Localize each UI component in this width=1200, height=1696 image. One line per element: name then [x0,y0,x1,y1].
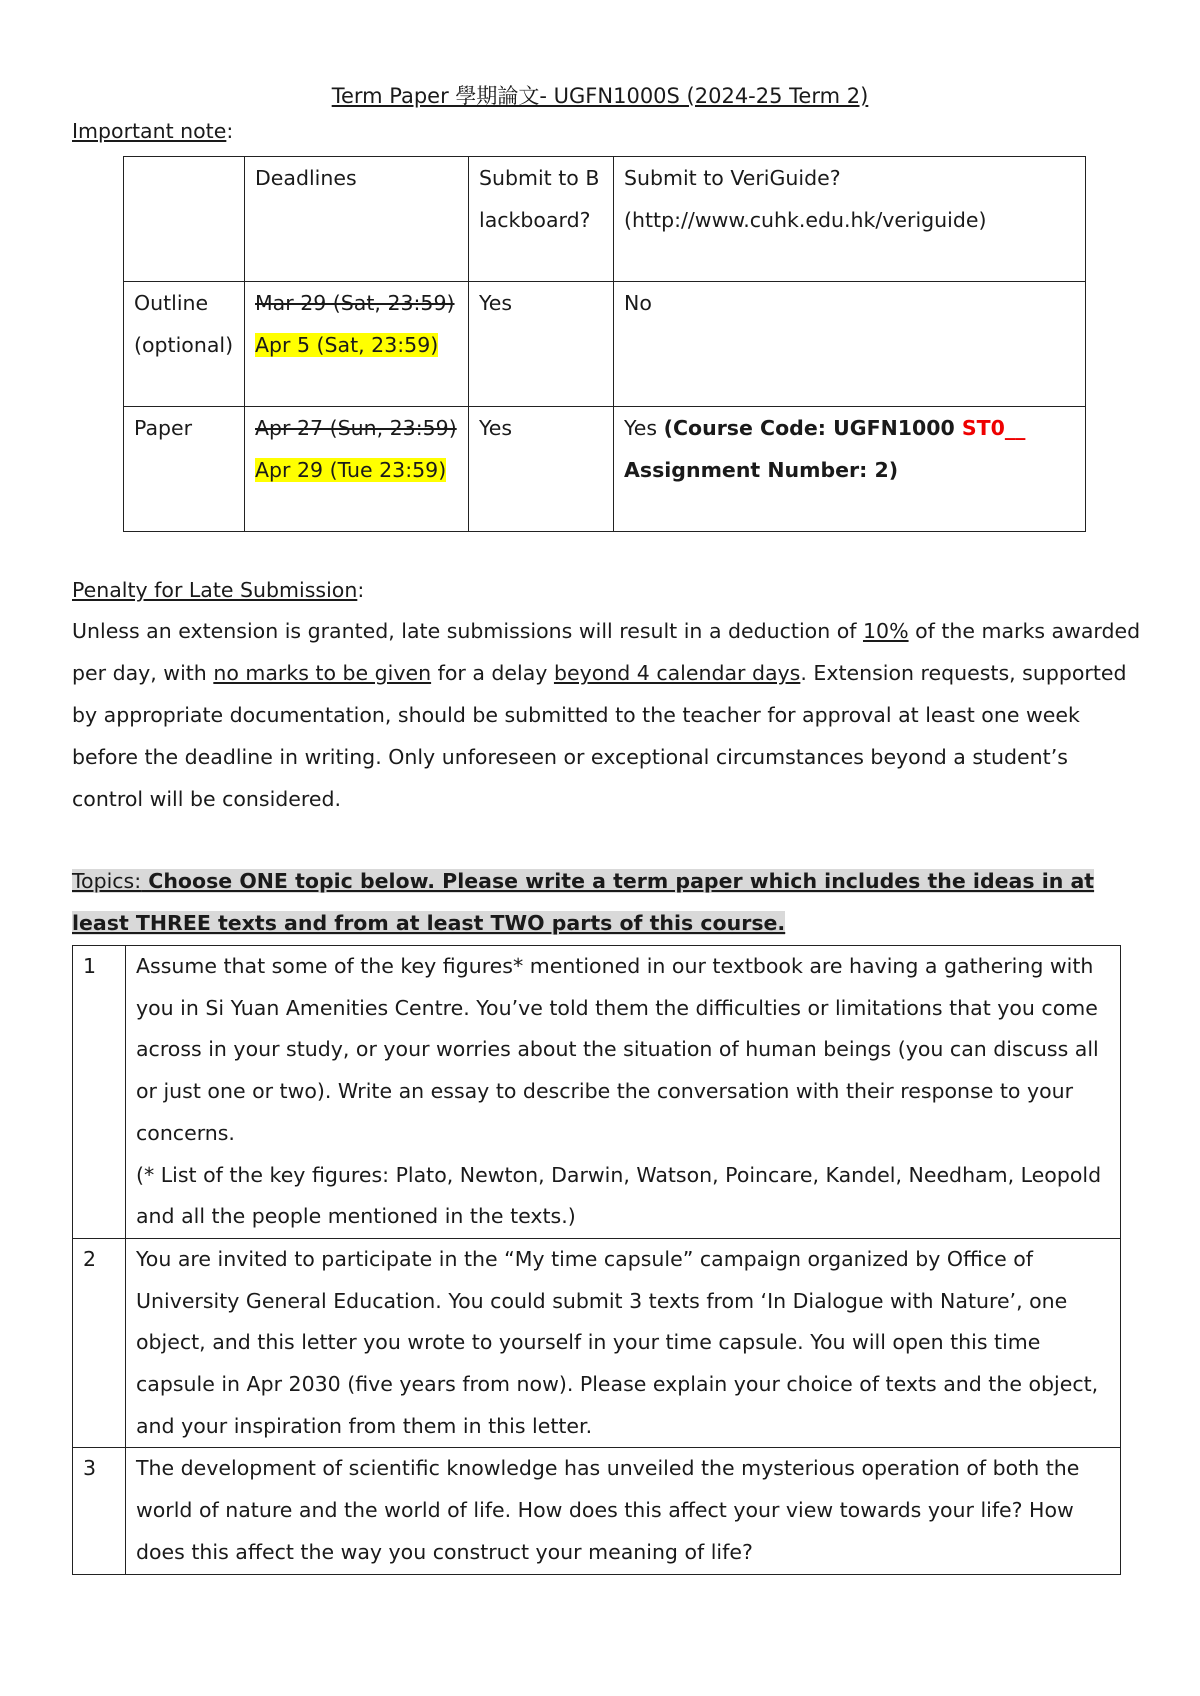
deadlines-header-row [124,157,1086,282]
header-deadlines: Deadlines [245,157,469,282]
header-veriguide-title: Submit to VeriGuide? [624,166,841,190]
topic-number: 1 [73,946,126,1239]
paper-course-code-section: ST0__ [961,416,1026,440]
paper-assignment-number: Assignment Number: 2) [624,458,899,482]
penalty-text-2: of the marks awarded per day, with [72,619,1141,685]
penalty-paragraph [72,610,1142,820]
topics-table [72,945,1121,1575]
important-note-text: Important note [72,119,227,143]
outline-label: Outline (optional) [124,282,245,407]
topic-text: You are invited to participate in the “My time capsule” campaign organized by Office of University General Education. You could submit 3 texts from ‘In Dialogue with Nature’, one object, and this letter you wrote to yourself in your time capsule. You will open this time capsule in Apr 2030 (five years from now). Please explain your choice of texts and the object, and your inspiration from them in this letter. [126,1238,1121,1448]
paper-deadline [245,407,469,532]
header-veriguide [614,157,1086,282]
topic-row [73,1448,1121,1574]
penalty-beyond-days: beyond 4 calendar days [553,661,801,685]
penalty-text-3: for a delay [431,661,554,685]
header-empty-cell [124,157,245,282]
penalty-heading-colon: : [357,578,365,602]
veriguide-url: (http://www.cuhk.edu.hk/veriguide) [624,208,987,232]
paper-new-deadline: Apr 29 (Tue 23:59) [255,458,447,482]
topic-number: 2 [73,1238,126,1448]
penalty-percentage: 10% [862,619,909,643]
topics-instruction: Choose ONE topic below. Please write a term paper which includes the ideas in at least THREE texts and from at least TWO parts of this course. [72,869,1095,935]
penalty-text-1: Unless an extension is granted, late submissions will result in a deduction of [72,619,863,643]
header-blackboard: Submit to Blackboard? [469,157,614,282]
deadlines-table [123,156,1086,532]
outline-old-deadline: Mar 29 (Sat, 23:59) [255,291,455,315]
topic-1-key-figures-note: (* List of the key figures: Plato, Newton, Darwin, Watson, Poincare, Kandel, Needham, Leopold and all the people mentioned in the texts.) [136,1162,1102,1229]
outline-veriguide: No [614,282,1086,407]
topic-row [73,1238,1121,1448]
outline-new-deadline: Apr 5 (Sat, 23:59) [255,333,439,357]
topic-row [73,946,1121,1239]
paper-veriguide-yes: Yes [624,416,664,440]
important-note-label [72,119,233,143]
outline-row [124,282,1086,407]
topics-heading [72,860,1152,944]
paper-veriguide [614,407,1086,532]
penalty-heading [72,578,364,602]
paper-blackboard: Yes [469,407,614,532]
page-title: Term Paper 學期論文- UGFN1000S (2024-25 Term 2) [331,84,869,108]
paper-row [124,407,1086,532]
paper-old-deadline: Apr 27 (Sun, 23:59) [255,416,457,440]
penalty-heading-text: Penalty for Late Submission [72,578,358,602]
outline-blackboard: Yes [469,282,614,407]
topics-label: Topics: [72,869,142,893]
paper-course-code: (Course Code: UGFN1000 [663,416,962,440]
topic-text: The development of scientific knowledge has unveiled the mysterious operation of both the world of nature and the world of life. How does this affect your view towards your life? How does this affect the way you construct your meaning of life? [126,1448,1121,1574]
penalty-no-marks: no marks to be given [213,661,432,685]
important-note-colon: : [226,119,234,143]
topic-number: 3 [73,1448,126,1574]
topic-1-description: Assume that some of the key figures* mentioned in our textbook are having a gathering with you in Si Yuan Amenities Centre. You’ve told them the difficulties or limitations that you come across in your study, or your worries about the situation of human beings (you can discuss all or just one or two). Write an essay to describe the conversation with their response to your concerns. [136,954,1099,1145]
paper-label: Paper [124,407,245,532]
topic-text [126,946,1121,1239]
penalty-text-4: . Extension requests, supported by appropriate documentation, should be submitted to the teacher for approval at least one week before the deadline in writing. Only unforeseen or exceptional circumstances beyond a student’s control will be considered. [72,661,1127,811]
outline-deadline [245,282,469,407]
